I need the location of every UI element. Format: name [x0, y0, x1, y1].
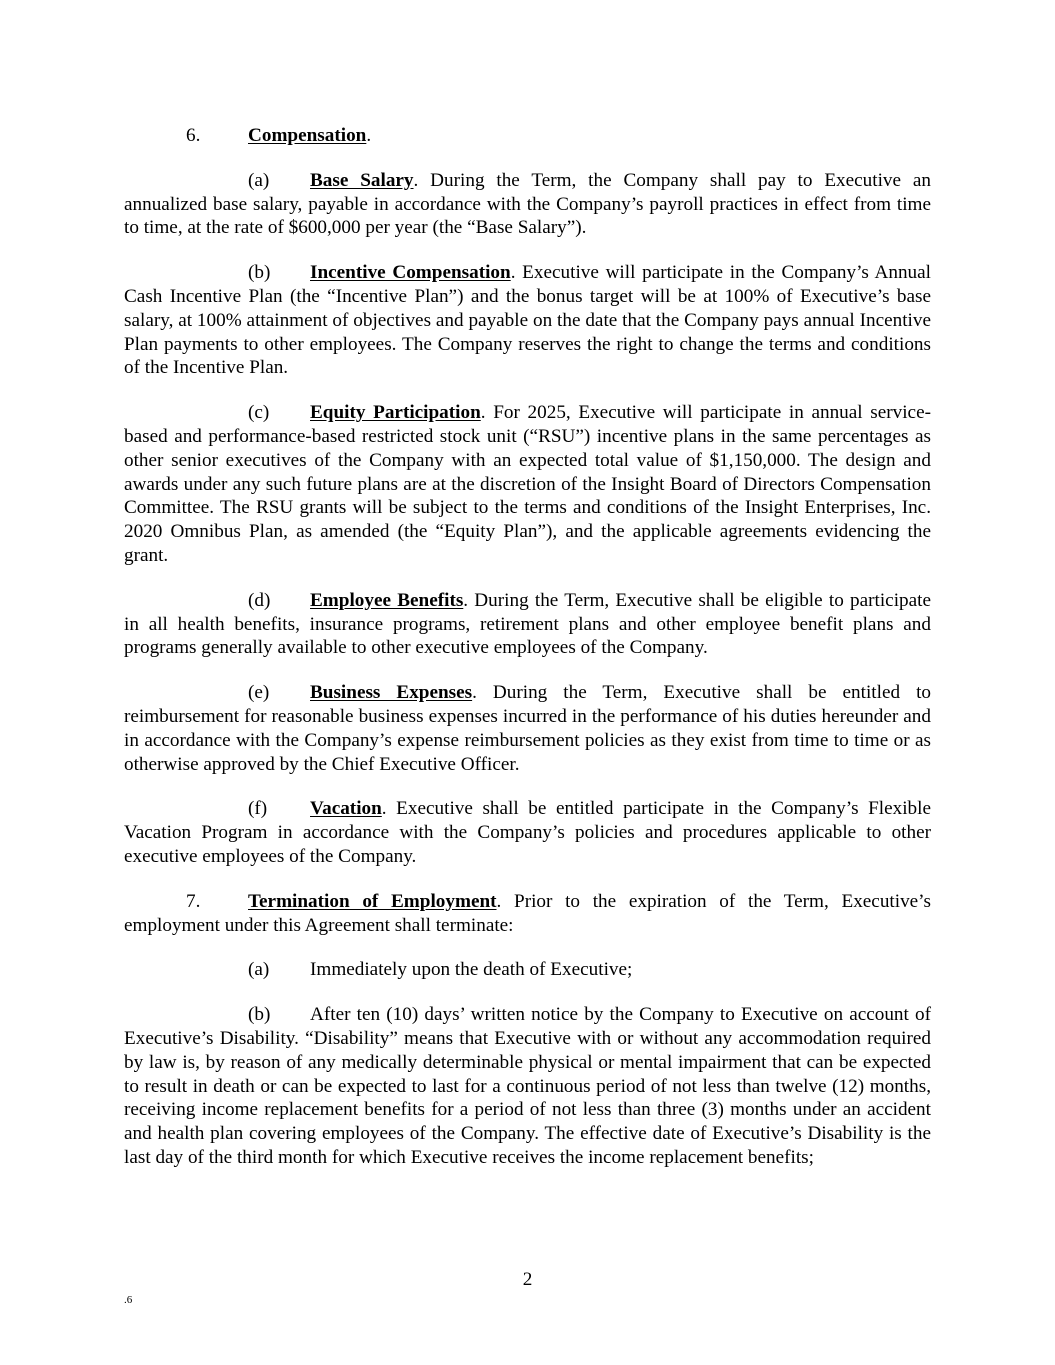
termination-text: After ten (10) days’ written notice by the Company to Executive on account of Executive’s Disability. “Disability” means that Executive with or without any accommodation required by law is, by reason of any medically determinable physical or mental impairment that can be expected to result in death or can be expected to last for a continuous period of not less than twelve (12) months, receiving income replacement benefits for a period of not less than three (3) months under an accident and health plan covering employees of the Company. The effective date of Executive’s Disability is the last day of the third month for which Executive receives the income replacement benefits; — [124, 1004, 931, 1168]
subsection-label: (c) — [248, 402, 270, 424]
section-text: . Prior to the expiration of the Term, Executive’s employment under this Agreement shall terminate: — [124, 890, 931, 936]
subsection-6e-business-expenses — [124, 681, 931, 776]
footer-doc-code: .6 — [124, 1294, 133, 1306]
subsection-heading: Incentive Compensation — [310, 262, 511, 284]
section-heading: Termination of Employment — [248, 890, 497, 912]
subsection-label: (e) — [248, 682, 270, 704]
subsection-heading: Business Expenses — [310, 682, 473, 704]
subsection-text: . During the Term, Executive shall be entitled to reimbursement for reasonable business expenses incurred in the performance of his duties hereunder and in accordance with the Company’s expense reimbursement policies as they exist from time to time or as otherwise approved by the Chief Executive Officer. — [124, 682, 931, 775]
subsection-text: . During the Term, Executive shall be eligible to participate in all health benefits, insurance programs, retirement plans and other employee benefit plans and programs generally available to other executive employees of the Company. — [124, 589, 931, 659]
section-6 — [124, 124, 931, 148]
subsection-label: (d) — [248, 589, 271, 611]
subsection-6f-vacation — [124, 797, 931, 868]
section-number: 7. — [186, 890, 201, 912]
subsection-text: . Executive shall be entitled participate in the Company’s Flexible Vacation Program in accordance with the Company’s policies and procedures applicable to other executive employees of the Company. — [124, 798, 931, 867]
termination-item-b — [124, 1003, 931, 1170]
section-heading: Compensation — [248, 125, 367, 146]
subsection-heading: Base Salary — [310, 169, 414, 191]
subsection-text: . For 2025, Executive will participate in annual service-based and performance-based restricted stock unit (“RSU”) incentive plans in the same percentages as other senior executives of the Company with an expected total value of $1,150,000. The design and awards under any such future plans are at the discretion of the Insight Board of Directors Compensation Committee. The RSU grants will be subject to the terms and conditions of the Insight Enterprises, Inc. 2020 Omnibus Plan, as amended (the “Equity Plan”), and the applicable agreements evidencing the grant. — [124, 402, 931, 566]
subsection-6c-equity-participation — [124, 401, 931, 568]
subsection-label: (f) — [248, 798, 268, 820]
section-text: . — [366, 125, 372, 146]
subsection-6a-base-salary — [124, 169, 931, 240]
subsection-6b-incentive-compensation — [124, 261, 931, 380]
subsection-6d-employee-benefits — [124, 589, 931, 660]
section-number: 6. — [186, 125, 201, 146]
document-body — [124, 124, 931, 1170]
termination-text: Immediately upon the death of Executive; — [310, 959, 633, 981]
section-7 — [124, 890, 931, 938]
subsection-heading: Equity Participation — [310, 402, 481, 424]
subsection-label: (b) — [248, 262, 271, 284]
subsection-heading: Vacation — [310, 798, 382, 820]
subsection-text: . During the Term, the Company shall pay to Executive an annualized base salary, payable in accordance with the Company’s payroll practices in effect from time to time, at the rate of $600,000 per year (the “Base Salary”). — [124, 169, 931, 239]
page-number: 2 — [522, 1269, 533, 1290]
termination-label: (a) — [248, 959, 270, 981]
subsection-label: (a) — [248, 169, 270, 191]
termination-item-a — [124, 958, 931, 982]
subsection-text: . Executive will participate in the Company’s Annual Cash Incentive Plan (the “Incentive Plan”) and the bonus target will be at 100% of Executive’s base salary, at 100% attainment of objectives and payable on the date that the Company pays annual Incentive Plan payments to other employees. The Company reserves the right to change the terms and conditions of the Incentive Plan. — [124, 262, 932, 379]
subsection-heading: Employee Benefits — [310, 589, 464, 611]
termination-label: (b) — [248, 1004, 271, 1026]
